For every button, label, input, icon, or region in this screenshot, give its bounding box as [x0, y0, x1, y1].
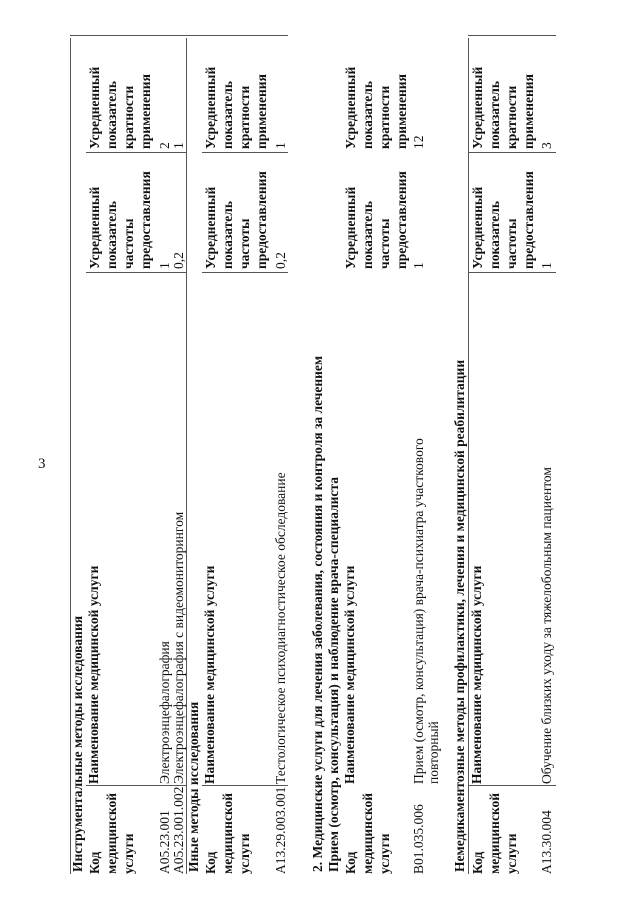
section-title: Иные методы исследования [186, 701, 201, 872]
header-freq: Усредненный показатель частоты предоставления [87, 171, 153, 269]
column-divider [202, 785, 288, 786]
row-mult: 12 [411, 135, 426, 149]
header-code: Код медицинской услуги [203, 792, 252, 874]
column-divider [468, 785, 556, 786]
row-code: A13.29.003.001 [273, 786, 288, 874]
column-divider [86, 152, 186, 153]
row-mult: 1 [171, 142, 186, 149]
row-mult: 2 [157, 142, 172, 149]
section-instrumental [70, 30, 186, 874]
section-title: Инструментальные методы исследования [70, 615, 85, 872]
row-mult: 1 [273, 142, 288, 149]
header-mult: Усредненный показатель кратности применения [343, 66, 409, 149]
row-freq: 1 [157, 262, 172, 269]
row-freq: 0,2 [171, 252, 186, 269]
column-divider [202, 272, 288, 273]
section-treatment-services [310, 30, 440, 874]
section-title: 2. Медицинские услуги для лечения заболевания, состояния и контроля за лечением [310, 355, 325, 872]
header-name: Наименование медицинской услуги [86, 565, 101, 784]
row-code: A05.23.001 [157, 810, 172, 874]
section-title: Немедикаментозные методы профилактики, лечения и медицинской реабилитации [452, 359, 467, 872]
header-freq: Усредненный показатель частоты предоставления [343, 171, 409, 269]
header-name: Наименование медицинской услуги [202, 565, 217, 784]
header-name: Наименование медицинской услуги [469, 565, 484, 784]
header-mult: Усредненный показатель кратности применения [87, 66, 153, 149]
column-divider [468, 272, 556, 273]
row-name: Прием (осмотр, консультация) врача-психиатра участкового повторный [411, 438, 441, 784]
row-name: Электроэнцефалография [157, 641, 172, 784]
column-divider [468, 35, 556, 36]
column-divider [86, 785, 186, 786]
row-mult: 3 [539, 142, 554, 149]
section-non-drug-methods [452, 30, 562, 874]
header-freq: Усредненный показатель частоты предоставления [203, 171, 269, 269]
row-freq: 0,2 [273, 252, 288, 269]
row-code: B01.035.006 [411, 804, 426, 874]
header-code: Код медицинской услуги [87, 792, 136, 874]
row-freq: 1 [539, 262, 554, 269]
header-code: Код медицинской услуги [343, 792, 392, 874]
header-code: Код медицинской услуги [470, 792, 519, 874]
column-divider [70, 35, 186, 36]
header-freq: Усредненный показатель частоты предоставления [470, 171, 536, 269]
header-mult: Усредненный показатель кратности применения [203, 66, 269, 149]
row-name: Обучение близких уходу за тяжелобольным пациентом [539, 467, 554, 784]
page-number: 3 [38, 456, 46, 472]
column-divider [202, 152, 288, 153]
row-freq: 1 [411, 262, 426, 269]
document-sheet [70, 30, 570, 874]
row-code: A05.23.001.002 [171, 786, 186, 874]
row-name: Тестологическое психодиагностическое обследование [273, 472, 288, 784]
header-name: Наименование медицинской услуги [342, 565, 357, 784]
section-subtitle: Прием (осмотр, консультация) и наблюдение врача-специалиста [326, 477, 341, 872]
column-divider [186, 35, 288, 36]
column-divider [468, 152, 556, 153]
section-other-methods [186, 30, 288, 874]
column-divider [86, 272, 186, 273]
row-code: A13.30.004 [539, 810, 554, 874]
header-mult: Усредненный показатель кратности применения [470, 66, 536, 149]
row-name: Электроэнцефалография с видеомониторингом [171, 511, 186, 784]
